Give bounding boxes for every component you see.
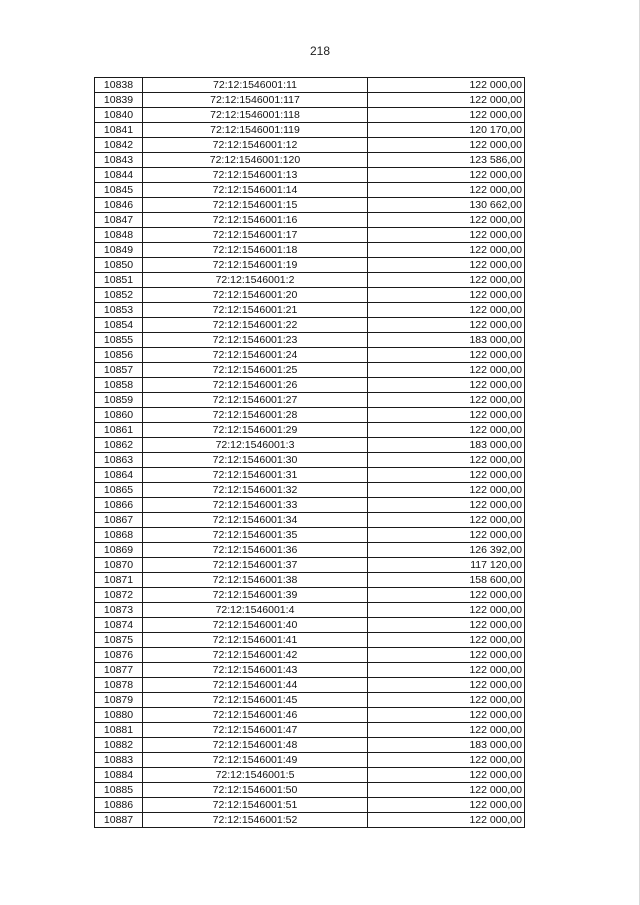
row-number-cell: 10881 [95,723,143,738]
cadastral-value-cell: 122 000,00 [368,273,525,288]
cadastral-number-cell: 72:12:1546001:37 [143,558,368,573]
table-row [95,393,525,408]
cadastral-number-cell: 72:12:1546001:2 [143,273,368,288]
cadastral-value-cell: 183 000,00 [368,738,525,753]
cadastral-number-cell: 72:12:1546001:28 [143,408,368,423]
row-number-cell: 10857 [95,363,143,378]
cadastral-number-cell: 72:12:1546001:21 [143,303,368,318]
row-number-cell: 10845 [95,183,143,198]
cadastral-value-cell: 122 000,00 [368,408,525,423]
table-row [95,648,525,663]
cadastral-value-cell: 122 000,00 [368,753,525,768]
row-number-cell: 10872 [95,588,143,603]
cadastral-number-cell: 72:12:1546001:26 [143,378,368,393]
row-number-cell: 10853 [95,303,143,318]
cadastral-value-cell: 122 000,00 [368,348,525,363]
row-number-cell: 10879 [95,693,143,708]
table-row [95,633,525,648]
row-number-cell: 10867 [95,513,143,528]
cadastral-number-cell: 72:12:1546001:42 [143,648,368,663]
cadastral-number-cell: 72:12:1546001:40 [143,618,368,633]
cadastral-value-table [94,77,525,828]
cadastral-value-cell: 122 000,00 [368,618,525,633]
row-number-cell: 10860 [95,408,143,423]
cadastral-value-cell: 122 000,00 [368,288,525,303]
cadastral-value-cell: 122 000,00 [368,513,525,528]
row-number-cell: 10861 [95,423,143,438]
cadastral-number-cell: 72:12:1546001:47 [143,723,368,738]
table-row [95,543,525,558]
row-number-cell: 10869 [95,543,143,558]
cadastral-value-cell: 122 000,00 [368,813,525,828]
cadastral-value-cell: 122 000,00 [368,603,525,618]
cadastral-number-cell: 72:12:1546001:13 [143,168,368,183]
cadastral-number-cell: 72:12:1546001:119 [143,123,368,138]
cadastral-number-cell: 72:12:1546001:27 [143,393,368,408]
row-number-cell: 10849 [95,243,143,258]
table-row [95,738,525,753]
cadastral-value-cell: 122 000,00 [368,633,525,648]
cadastral-value-cell: 130 662,00 [368,198,525,213]
cadastral-number-cell: 72:12:1546001:49 [143,753,368,768]
cadastral-value-cell: 122 000,00 [368,468,525,483]
cadastral-number-cell: 72:12:1546001:15 [143,198,368,213]
table-row [95,258,525,273]
cadastral-number-cell: 72:12:1546001:36 [143,543,368,558]
table-row [95,318,525,333]
table-row [95,663,525,678]
cadastral-value-cell: 122 000,00 [368,453,525,468]
row-number-cell: 10865 [95,483,143,498]
table-row [95,228,525,243]
row-number-cell: 10856 [95,348,143,363]
table-row [95,303,525,318]
cadastral-number-cell: 72:12:1546001:16 [143,213,368,228]
cadastral-value-cell: 122 000,00 [368,528,525,543]
row-number-cell: 10846 [95,198,143,213]
cadastral-number-cell: 72:12:1546001:43 [143,663,368,678]
cadastral-value-cell: 122 000,00 [368,243,525,258]
cadastral-value-cell: 122 000,00 [368,483,525,498]
cadastral-value-cell: 122 000,00 [368,678,525,693]
cadastral-number-cell: 72:12:1546001:4 [143,603,368,618]
table-row [95,378,525,393]
table-row [95,183,525,198]
table-row [95,198,525,213]
cadastral-number-cell: 72:12:1546001:31 [143,468,368,483]
row-number-cell: 10866 [95,498,143,513]
row-number-cell: 10863 [95,453,143,468]
table-row [95,708,525,723]
cadastral-number-cell: 72:12:1546001:32 [143,483,368,498]
table-row [95,423,525,438]
cadastral-number-cell: 72:12:1546001:117 [143,93,368,108]
cadastral-value-cell: 122 000,00 [368,648,525,663]
cadastral-value-cell: 122 000,00 [368,213,525,228]
table-row [95,588,525,603]
cadastral-value-cell: 120 170,00 [368,123,525,138]
table-row [95,768,525,783]
cadastral-number-cell: 72:12:1546001:30 [143,453,368,468]
table-row [95,483,525,498]
cadastral-value-cell: 122 000,00 [368,378,525,393]
table-row [95,498,525,513]
cadastral-value-cell: 122 000,00 [368,303,525,318]
cadastral-value-cell: 122 000,00 [368,168,525,183]
table-row [95,363,525,378]
cadastral-number-cell: 72:12:1546001:22 [143,318,368,333]
table-row [95,783,525,798]
cadastral-value-cell: 122 000,00 [368,78,525,93]
table-row [95,753,525,768]
page-number: 218 [309,44,331,58]
cadastral-number-cell: 72:12:1546001:118 [143,108,368,123]
cadastral-number-cell: 72:12:1546001:120 [143,153,368,168]
cadastral-number-cell: 72:12:1546001:52 [143,813,368,828]
cadastral-value-cell: 122 000,00 [368,693,525,708]
cadastral-number-cell: 72:12:1546001:17 [143,228,368,243]
table-row [95,93,525,108]
cadastral-value-cell: 122 000,00 [368,363,525,378]
row-number-cell: 10839 [95,93,143,108]
table-row [95,348,525,363]
row-number-cell: 10873 [95,603,143,618]
row-number-cell: 10875 [95,633,143,648]
table-row [95,153,525,168]
cadastral-number-cell: 72:12:1546001:45 [143,693,368,708]
table-row [95,438,525,453]
row-number-cell: 10858 [95,378,143,393]
table-row [95,108,525,123]
row-number-cell: 10868 [95,528,143,543]
cadastral-value-cell: 122 000,00 [368,93,525,108]
row-number-cell: 10871 [95,573,143,588]
cadastral-value-cell: 126 392,00 [368,543,525,558]
cadastral-number-cell: 72:12:1546001:29 [143,423,368,438]
cadastral-value-cell: 122 000,00 [368,393,525,408]
cadastral-number-cell: 72:12:1546001:14 [143,183,368,198]
cadastral-number-cell: 72:12:1546001:24 [143,348,368,363]
cadastral-number-cell: 72:12:1546001:5 [143,768,368,783]
table-body [95,78,525,828]
table-row [95,213,525,228]
table-row [95,618,525,633]
cadastral-number-cell: 72:12:1546001:50 [143,783,368,798]
cadastral-value-cell: 122 000,00 [368,663,525,678]
cadastral-value-cell: 122 000,00 [368,768,525,783]
cadastral-value-cell: 122 000,00 [368,108,525,123]
cadastral-value-cell: 122 000,00 [368,423,525,438]
table-row [95,243,525,258]
table-row [95,78,525,93]
table-row [95,723,525,738]
row-number-cell: 10862 [95,438,143,453]
row-number-cell: 10874 [95,618,143,633]
table-row [95,168,525,183]
row-number-cell: 10859 [95,393,143,408]
table-row [95,408,525,423]
table-row [95,528,525,543]
cadastral-value-cell: 122 000,00 [368,183,525,198]
row-number-cell: 10855 [95,333,143,348]
cadastral-number-cell: 72:12:1546001:39 [143,588,368,603]
table-row [95,333,525,348]
cadastral-number-cell: 72:12:1546001:46 [143,708,368,723]
cadastral-value-cell: 122 000,00 [368,723,525,738]
row-number-cell: 10840 [95,108,143,123]
row-number-cell: 10882 [95,738,143,753]
row-number-cell: 10884 [95,768,143,783]
row-number-cell: 10854 [95,318,143,333]
table-row [95,603,525,618]
cadastral-value-cell: 122 000,00 [368,138,525,153]
cadastral-value-cell: 183 000,00 [368,438,525,453]
table-row [95,558,525,573]
table-row [95,798,525,813]
table-row [95,288,525,303]
cadastral-number-cell: 72:12:1546001:20 [143,288,368,303]
row-number-cell: 10841 [95,123,143,138]
table-row [95,138,525,153]
table-row [95,123,525,138]
table-row [95,573,525,588]
cadastral-number-cell: 72:12:1546001:38 [143,573,368,588]
row-number-cell: 10887 [95,813,143,828]
row-number-cell: 10876 [95,648,143,663]
row-number-cell: 10880 [95,708,143,723]
cadastral-number-cell: 72:12:1546001:11 [143,78,368,93]
row-number-cell: 10850 [95,258,143,273]
row-number-cell: 10878 [95,678,143,693]
table-row [95,513,525,528]
row-number-cell: 10848 [95,228,143,243]
row-number-cell: 10851 [95,273,143,288]
cadastral-number-cell: 72:12:1546001:25 [143,363,368,378]
cadastral-number-cell: 72:12:1546001:51 [143,798,368,813]
row-number-cell: 10886 [95,798,143,813]
table-row [95,453,525,468]
table-row [95,693,525,708]
table-row [95,468,525,483]
cadastral-value-cell: 122 000,00 [368,228,525,243]
cadastral-value-cell: 122 000,00 [368,708,525,723]
cadastral-value-cell: 123 586,00 [368,153,525,168]
cadastral-number-cell: 72:12:1546001:44 [143,678,368,693]
row-number-cell: 10852 [95,288,143,303]
row-number-cell: 10844 [95,168,143,183]
table-row [95,678,525,693]
cadastral-number-cell: 72:12:1546001:23 [143,333,368,348]
table-row [95,273,525,288]
row-number-cell: 10864 [95,468,143,483]
cadastral-number-cell: 72:12:1546001:34 [143,513,368,528]
cadastral-number-cell: 72:12:1546001:18 [143,243,368,258]
cadastral-value-cell: 122 000,00 [368,498,525,513]
table-row [95,813,525,828]
cadastral-number-cell: 72:12:1546001:41 [143,633,368,648]
cadastral-number-cell: 72:12:1546001:12 [143,138,368,153]
cadastral-value-cell: 122 000,00 [368,258,525,273]
cadastral-value-cell: 183 000,00 [368,333,525,348]
cadastral-value-cell: 122 000,00 [368,318,525,333]
row-number-cell: 10883 [95,753,143,768]
cadastral-number-cell: 72:12:1546001:19 [143,258,368,273]
cadastral-number-cell: 72:12:1546001:35 [143,528,368,543]
cadastral-value-cell: 122 000,00 [368,783,525,798]
row-number-cell: 10838 [95,78,143,93]
row-number-cell: 10843 [95,153,143,168]
cadastral-value-cell: 122 000,00 [368,588,525,603]
cadastral-number-cell: 72:12:1546001:48 [143,738,368,753]
cadastral-value-cell: 158 600,00 [368,573,525,588]
row-number-cell: 10870 [95,558,143,573]
row-number-cell: 10847 [95,213,143,228]
cadastral-value-cell: 122 000,00 [368,798,525,813]
cadastral-value-cell: 117 120,00 [368,558,525,573]
cadastral-number-cell: 72:12:1546001:33 [143,498,368,513]
cadastral-number-cell: 72:12:1546001:3 [143,438,368,453]
row-number-cell: 10842 [95,138,143,153]
row-number-cell: 10877 [95,663,143,678]
row-number-cell: 10885 [95,783,143,798]
